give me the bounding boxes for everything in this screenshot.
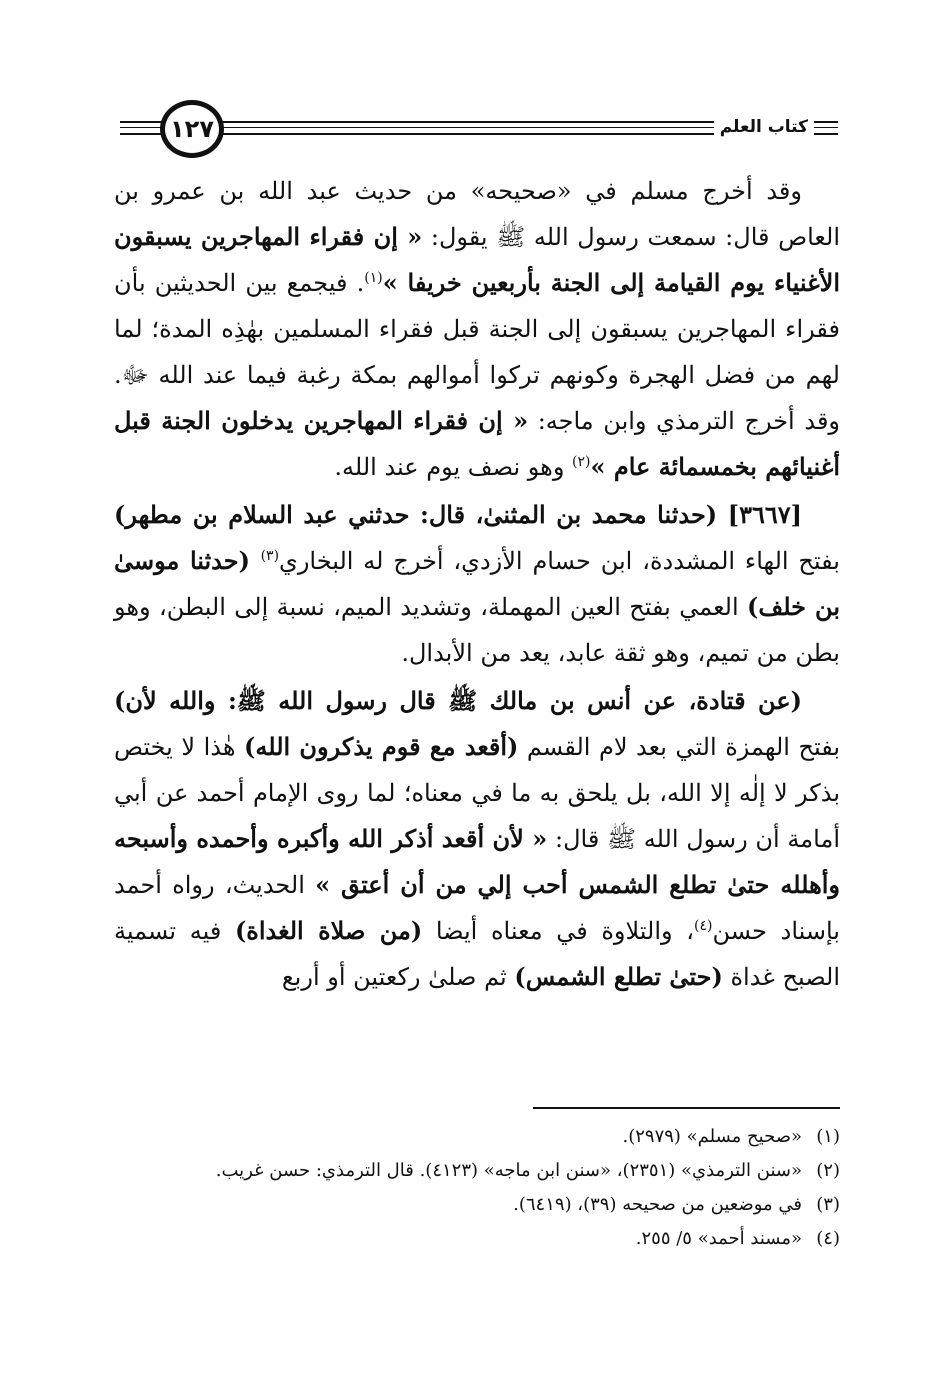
text-run: . فيجمع بين الحديثين بأن فقراء المهاجرين يسبقون إلى الجنة قبل فقراء المسلمين بهٰذِه المدة؛ لما لهم من فضل الهجرة وكونهم تركوا أموالهم بمكة رغبة فيما عند الله ﷻ. وقد أخرج الترمذي وابن ماجه: <box>114 269 841 435</box>
hadith-text: (عن قتادة، عن أنس بن مالك ﷺ قال رسول الله ﷺ: والله لأن) <box>114 686 802 715</box>
footnote-ref: (١) <box>364 270 383 286</box>
text-run: هٰذا لا يختص بذكر لا إلٰه إلا الله، بل يلحق به ما في معناه؛ لما روى الإمام أحمد عن أبي أمامة أن رسول الله ﷺ قال: <box>114 733 840 853</box>
text-run: الحديث، رواه أحمد بإسناد حسن <box>114 871 840 945</box>
text-run: بفتح الهاء المشددة، ابن حسام الأزدي، أخرج له البخاري <box>279 547 840 575</box>
page-number: ١٢٧ <box>160 100 224 158</box>
paragraph <box>114 168 840 490</box>
hadith-text: (حتىٰ تطلع الشمس) <box>514 962 723 991</box>
text-run: ، والتلاوة في معناه أيضا <box>422 917 695 945</box>
running-head: كتاب العلم <box>714 117 814 137</box>
hadith-text: (أقعد مع قوم يذكرون الله) <box>244 732 519 761</box>
text-run: العمي بفتح العين المهملة، وتشديد الميم، نسبة إلى البطن، وهو بطن من تميم، وهو ثقة عابد، يعد من الأبدال. <box>114 593 840 667</box>
footnote-ref: (٢) <box>572 454 591 470</box>
paragraph <box>114 492 840 676</box>
footnote-number: (٤) <box>816 1228 840 1249</box>
footnotes <box>114 1120 840 1256</box>
main-text <box>114 168 840 1000</box>
footnote-ref: (٤) <box>694 918 713 934</box>
text-run: ثم صلىٰ ركعتين أو أربع <box>281 963 515 991</box>
footnote-number: (٢) <box>816 1160 840 1181</box>
text-run: فيه تسمية الصبح غداة <box>114 917 840 991</box>
paragraph <box>114 678 840 1000</box>
footnote-number: (٣) <box>816 1194 840 1215</box>
hadith-chain: (حدثنا موسىٰ بن خلف) <box>114 546 841 621</box>
footnote <box>114 1154 840 1188</box>
hadith-chain: [٣٦٦٧] (حدثنا محمد بن المثنىٰ، قال: حدثني عبد السلام بن مطهر) <box>114 500 802 529</box>
footnote-text: «صحيح مسلم» (٢٩٧٩). <box>622 1126 802 1147</box>
hadith-quote: « إن فقراء المهاجرين يدخلون الجنة قبل أغنيائهم بخمسمائة عام » <box>114 406 840 481</box>
hadith-quote: « لأن أقعد أذكر الله وأكبره وأحمده وأسبحه وأهلله حتىٰ تطلع الشمس أحب إلي من أن أعتق » <box>114 824 840 899</box>
footnote-text: «سنن الترمذي» (٢٣٥١)، «سنن ابن ماجه» (٤١٢٣). قال الترمذي: حسن غريب. <box>215 1160 802 1181</box>
footnote <box>114 1222 840 1256</box>
text-run: بفتح الهمزة التي بعد لام القسم <box>518 733 841 761</box>
text-run: وهو نصف يوم عند الله. <box>334 453 573 481</box>
hadith-text: (من صلاة الغداة) <box>234 916 423 945</box>
text-run: وقد أخرج مسلم في «صحيحه» من حديث عبد الله بن عمرو بن العاص قال: سمعت رسول الله ﷺ يقول: <box>114 177 840 251</box>
footnote-ref: (٣) <box>260 548 280 564</box>
footnote <box>114 1188 840 1222</box>
footnote-text: «مسند أحمد» ٥/ ٢٥٥. <box>635 1228 802 1249</box>
footnote <box>114 1120 840 1154</box>
hadith-quote: « إن فقراء المهاجرين يسبقون الأغنياء يوم القيامة إلى الجنة بأربعين خريفا » <box>114 222 840 297</box>
footnote-separator <box>533 1107 840 1109</box>
footnote-number: (١) <box>816 1126 840 1147</box>
footnote-text: في موضعين من صحيحه (٣٩)، (٦٤١٩). <box>513 1194 802 1215</box>
